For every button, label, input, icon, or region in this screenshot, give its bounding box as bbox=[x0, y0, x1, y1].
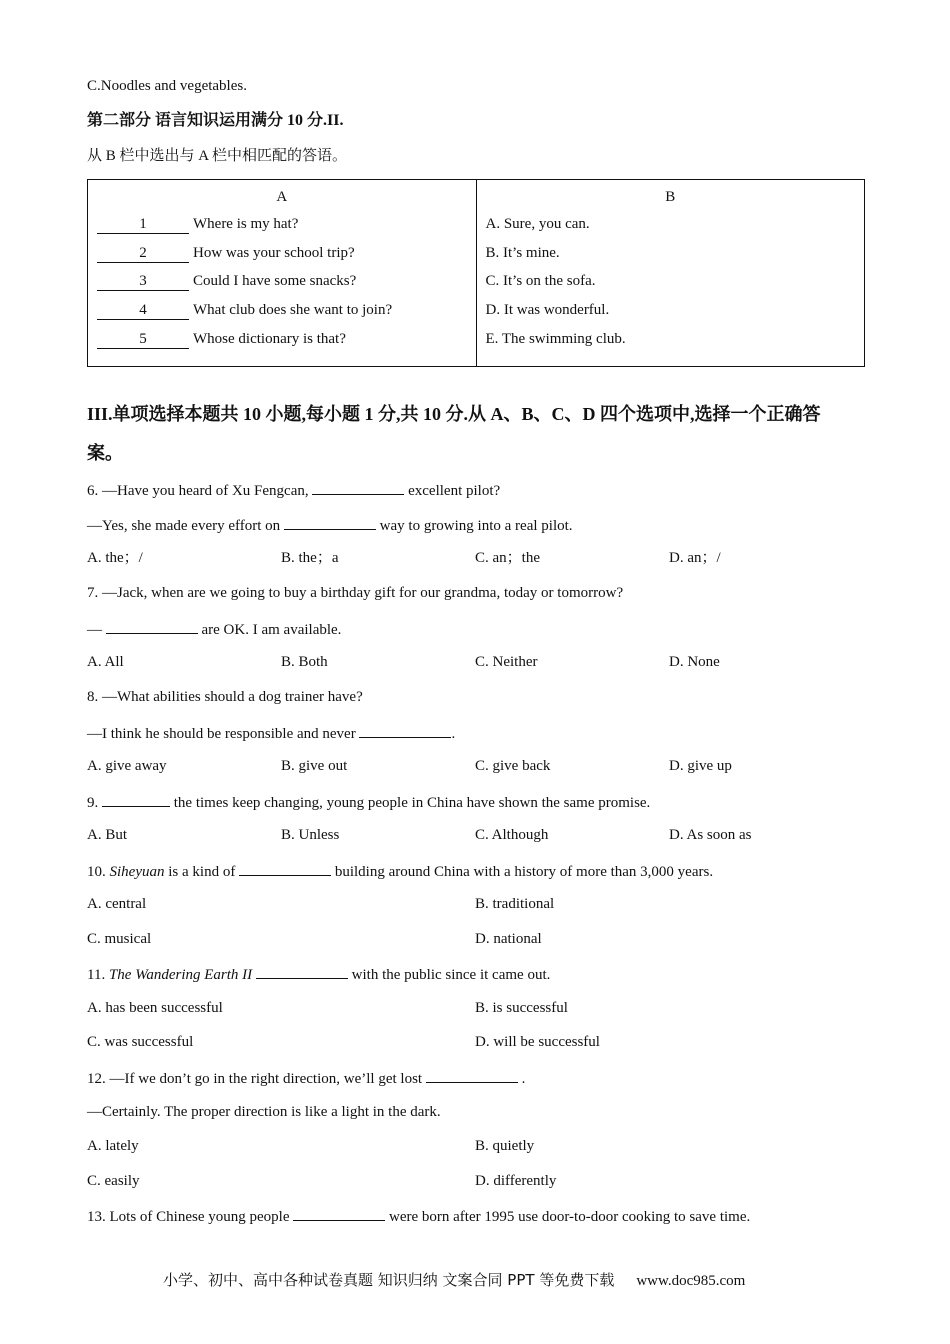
b-item: D. It was wonderful. bbox=[485, 302, 610, 319]
a-item bbox=[97, 267, 467, 296]
q10-option-a[interactable]: A. central bbox=[87, 896, 147, 912]
q6-option-d[interactable]: D. an；/ bbox=[669, 550, 721, 566]
b-item: A. Sure, you can. bbox=[485, 216, 590, 232]
a-item-text: What club does she want to join? bbox=[193, 302, 393, 319]
a-item-text: Could I have some snacks? bbox=[193, 273, 357, 290]
q8-option-b[interactable]: B. give out bbox=[281, 758, 348, 774]
column-b bbox=[476, 180, 865, 367]
column-b-header: B bbox=[665, 189, 676, 205]
column-a-header: A bbox=[276, 189, 288, 205]
q6-line2: —Yes, she made every effort on way to growing into a real pilot. bbox=[87, 514, 573, 536]
q8-blank[interactable] bbox=[359, 722, 451, 738]
a-item bbox=[97, 325, 467, 354]
q9-option-b[interactable]: B. Unless bbox=[281, 827, 340, 843]
q6-blank1[interactable] bbox=[312, 479, 404, 495]
answer-blank[interactable]: 4 bbox=[97, 302, 189, 320]
q10-option-b[interactable]: B. traditional bbox=[475, 896, 555, 912]
b-item: B. It’s mine. bbox=[485, 244, 560, 261]
a-item bbox=[97, 296, 467, 325]
q11-option-b[interactable]: B. is successful bbox=[475, 1000, 568, 1016]
q8-line2: —I think he should be responsible and never . bbox=[87, 722, 455, 744]
answer-blank[interactable]: 2 bbox=[97, 245, 189, 263]
a-item-text: Where is my hat? bbox=[193, 216, 299, 232]
q11-option-a[interactable]: A. has been successful bbox=[87, 1000, 223, 1016]
q12-option-b[interactable]: B. quietly bbox=[475, 1138, 535, 1154]
b-item: E. The swimming club. bbox=[485, 330, 626, 347]
part2-instruction: 从 B 栏中选出与 A 栏中相匹配的答语。 bbox=[87, 148, 348, 164]
a-item bbox=[97, 210, 467, 239]
q7-option-a[interactable]: A. All bbox=[87, 654, 124, 670]
q10-blank[interactable] bbox=[239, 860, 331, 876]
q13-blank[interactable] bbox=[293, 1205, 385, 1221]
q8-line1: 8. —What abilities should a dog trainer have? bbox=[87, 689, 363, 705]
q12-blank[interactable] bbox=[426, 1067, 518, 1083]
part3-title: III.单项选择本题共 10 小题,每小题 1 分,共 10 分.从 A、B、C、D 四个选项中,选择一个正确答 bbox=[87, 404, 821, 424]
q7-blank[interactable] bbox=[106, 618, 198, 634]
matching-table bbox=[87, 179, 865, 367]
a-item-text: How was your school trip? bbox=[193, 244, 355, 261]
q11-blank[interactable] bbox=[256, 963, 348, 979]
q6-option-a[interactable]: A. the；/ bbox=[87, 550, 143, 566]
q10-option-d[interactable]: D. national bbox=[475, 931, 542, 947]
q12-line2: —Certainly. The proper direction is like a light in the dark. bbox=[87, 1104, 441, 1120]
page-footer bbox=[163, 1269, 745, 1290]
q10-line1: 10. Siheyuan is a kind of building around China with a history of more than 3,000 years. bbox=[87, 860, 713, 882]
footer-text: 小学、初中、高中各种试卷真题 知识归纳 文案合同 PPT 等免费下载 bbox=[163, 1271, 615, 1289]
q8-option-c[interactable]: C. give back bbox=[475, 758, 551, 774]
previous-option-line: C.Noodles and vegetables. bbox=[87, 78, 247, 94]
answer-blank[interactable]: 3 bbox=[97, 273, 189, 291]
q8-option-d[interactable]: D. give up bbox=[669, 758, 732, 774]
q7-line1: 7. —Jack, when are we going to buy a birthday gift for our grandma, today or tomorrow? bbox=[87, 585, 624, 601]
q7-line2: — are OK. I am available. bbox=[87, 618, 341, 640]
column-a bbox=[88, 180, 477, 367]
answer-blank[interactable]: 1 bbox=[97, 216, 189, 234]
q12-option-d[interactable]: D. differently bbox=[475, 1173, 557, 1189]
q10-option-c[interactable]: C. musical bbox=[87, 931, 152, 947]
q6-option-b[interactable]: B. the；a bbox=[281, 550, 339, 566]
q12-line1: 12. —If we don’t go in the right direction, we’ll get lost . bbox=[87, 1067, 525, 1089]
q7-option-b[interactable]: B. Both bbox=[281, 654, 328, 670]
q12-option-a[interactable]: A. lately bbox=[87, 1138, 139, 1154]
part3-title-cont: 案。 bbox=[87, 443, 123, 463]
answer-blank[interactable]: 5 bbox=[97, 331, 189, 349]
q9-option-a[interactable]: A. But bbox=[87, 827, 128, 843]
q11-line1: 11. The Wandering Earth II with the public since it came out. bbox=[87, 963, 550, 985]
a-item bbox=[97, 239, 467, 268]
part2-title: 第二部分 语言知识运用满分 10 分.II. bbox=[87, 112, 344, 129]
q6-line1: 6. —Have you heard of Xu Fengcan, excellent pilot? bbox=[87, 479, 500, 501]
q13-line1: 13. Lots of Chinese young people were born after 1995 use door-to-door cooking to save time. bbox=[87, 1205, 750, 1227]
q12-option-c[interactable]: C. easily bbox=[87, 1173, 140, 1189]
q11-option-d[interactable]: D. will be successful bbox=[475, 1034, 600, 1050]
q9-option-d[interactable]: D. As soon as bbox=[669, 827, 752, 843]
q9-blank[interactable] bbox=[102, 791, 170, 807]
q11-option-c[interactable]: C. was successful bbox=[87, 1034, 194, 1050]
footer-url[interactable]: www.doc985.com bbox=[636, 1273, 746, 1289]
q7-option-c[interactable]: C. Neither bbox=[475, 654, 538, 670]
q6-blank2[interactable] bbox=[284, 514, 376, 530]
a-item-text: Whose dictionary is that? bbox=[193, 330, 346, 347]
b-item: C. It’s on the sofa. bbox=[485, 273, 596, 290]
q9-line1: 9. the times keep changing, young people in China have shown the same promise. bbox=[87, 791, 650, 813]
q7-option-d[interactable]: D. None bbox=[669, 654, 720, 670]
q9-option-c[interactable]: C. Although bbox=[475, 827, 549, 843]
q6-option-c[interactable]: C. an；the bbox=[475, 550, 540, 566]
q8-option-a[interactable]: A. give away bbox=[87, 758, 167, 774]
